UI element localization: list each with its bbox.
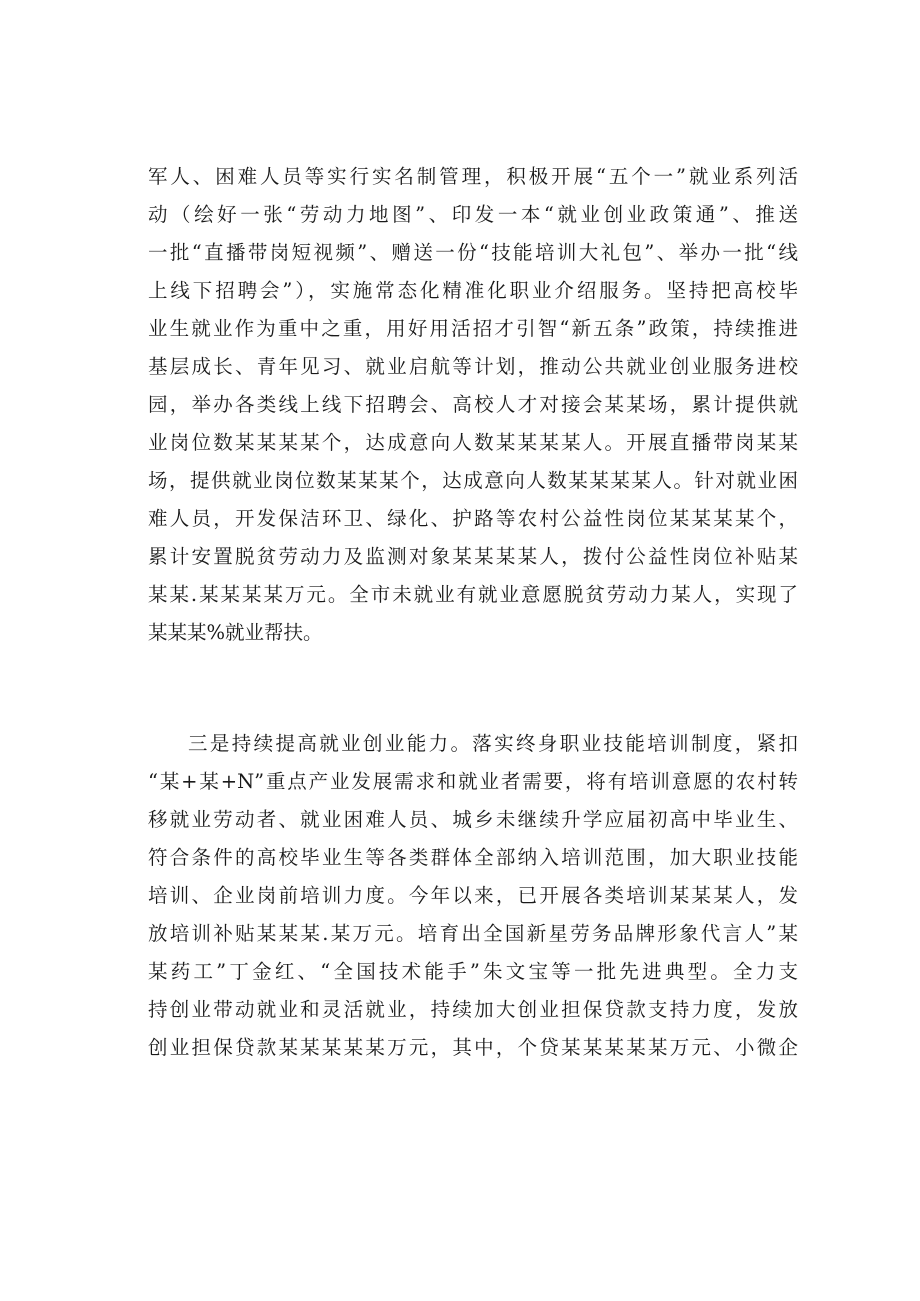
paragraph-1-line: 难人员，开发保洁环卫、绿化、护路等农村公益性岗位某某某某个，	[148, 507, 798, 530]
paragraph-2-line: 符合条件的高校毕业生等各类群体全部纳入培训范围，加大职业技能	[148, 846, 798, 869]
paragraph-1-line: 基层成长、青年见习、就业启航等计划，推动公共就业创业服务进校	[148, 355, 798, 378]
paragraph-1-line: 业生就业作为重中之重，用好用活招才引智“新五条”政策，持续推进	[148, 317, 798, 340]
paragraph-1-line: 某某某%就业帮扶。	[148, 621, 323, 644]
paragraph-1-line: 场，提供就业岗位数某某某个，达成意向人数某某某某人。针对就业困	[148, 469, 798, 492]
paragraph-1-line: 上线下招聘会”），实施常态化精准化职业介绍服务。坚持把高校毕	[148, 279, 798, 302]
paragraph-2-line: 培训、企业岗前培训力度。今年以来，已开展各类培训某某某人，发	[148, 884, 798, 907]
paragraph-2-line: 创业担保贷款某某某某某万元，其中，个贷某某某某某万元、小微企	[148, 1036, 798, 1059]
paragraph-1-line: 园，举办各类线上线下招聘会、高校人才对接会某某场，累计提供就	[148, 393, 798, 416]
paragraph-1-line: 业岗位数某某某某个，达成意向人数某某某某人。开展直播带岗某某	[148, 431, 798, 454]
paragraph-1-line: 军人、困难人员等实行实名制管理，积极开展“五个一”就业系列活	[148, 165, 798, 188]
paragraph-2-line: 三是持续提高就业创业能力。落实终身职业技能培训制度，紧扣	[188, 732, 798, 755]
paragraph-2-line: 放培训补贴某某某.某万元。培育出全国新星劳务品牌形象代言人”某	[148, 922, 798, 945]
paragraph-2	[148, 725, 798, 1067]
paragraph-2-line: “某+某+N”重点产业发展需求和就业者需要，将有培训意愿的农村转	[148, 770, 798, 793]
paragraph-1-line: 动（绘好一张“劳动力地图”、印发一本“就业创业政策通”、推送	[148, 203, 798, 226]
paragraph-1	[148, 158, 798, 652]
paragraph-2-line: 持创业带动就业和灵活就业，持续加大创业担保贷款支持力度，发放	[148, 998, 798, 1021]
paragraph-2-line: 某药工”丁金红、“全国技术能手”朱文宝等一批先进典型。全力支	[148, 960, 798, 983]
paragraph-1-line: 一批“直播带岗短视频”、赠送一份“技能培训大礼包”、举办一批“线	[148, 241, 798, 264]
paragraph-1-line: 某某.某某某某万元。全市未就业有就业意愿脱贫劳动力某人，实现了	[148, 583, 798, 606]
paragraph-1-line: 累计安置脱贫劳动力及监测对象某某某某人，拨付公益性岗位补贴某	[148, 545, 798, 568]
paragraph-2-line: 移就业劳动者、就业困难人员、城乡未继续升学应届初高中毕业生、	[148, 808, 798, 831]
